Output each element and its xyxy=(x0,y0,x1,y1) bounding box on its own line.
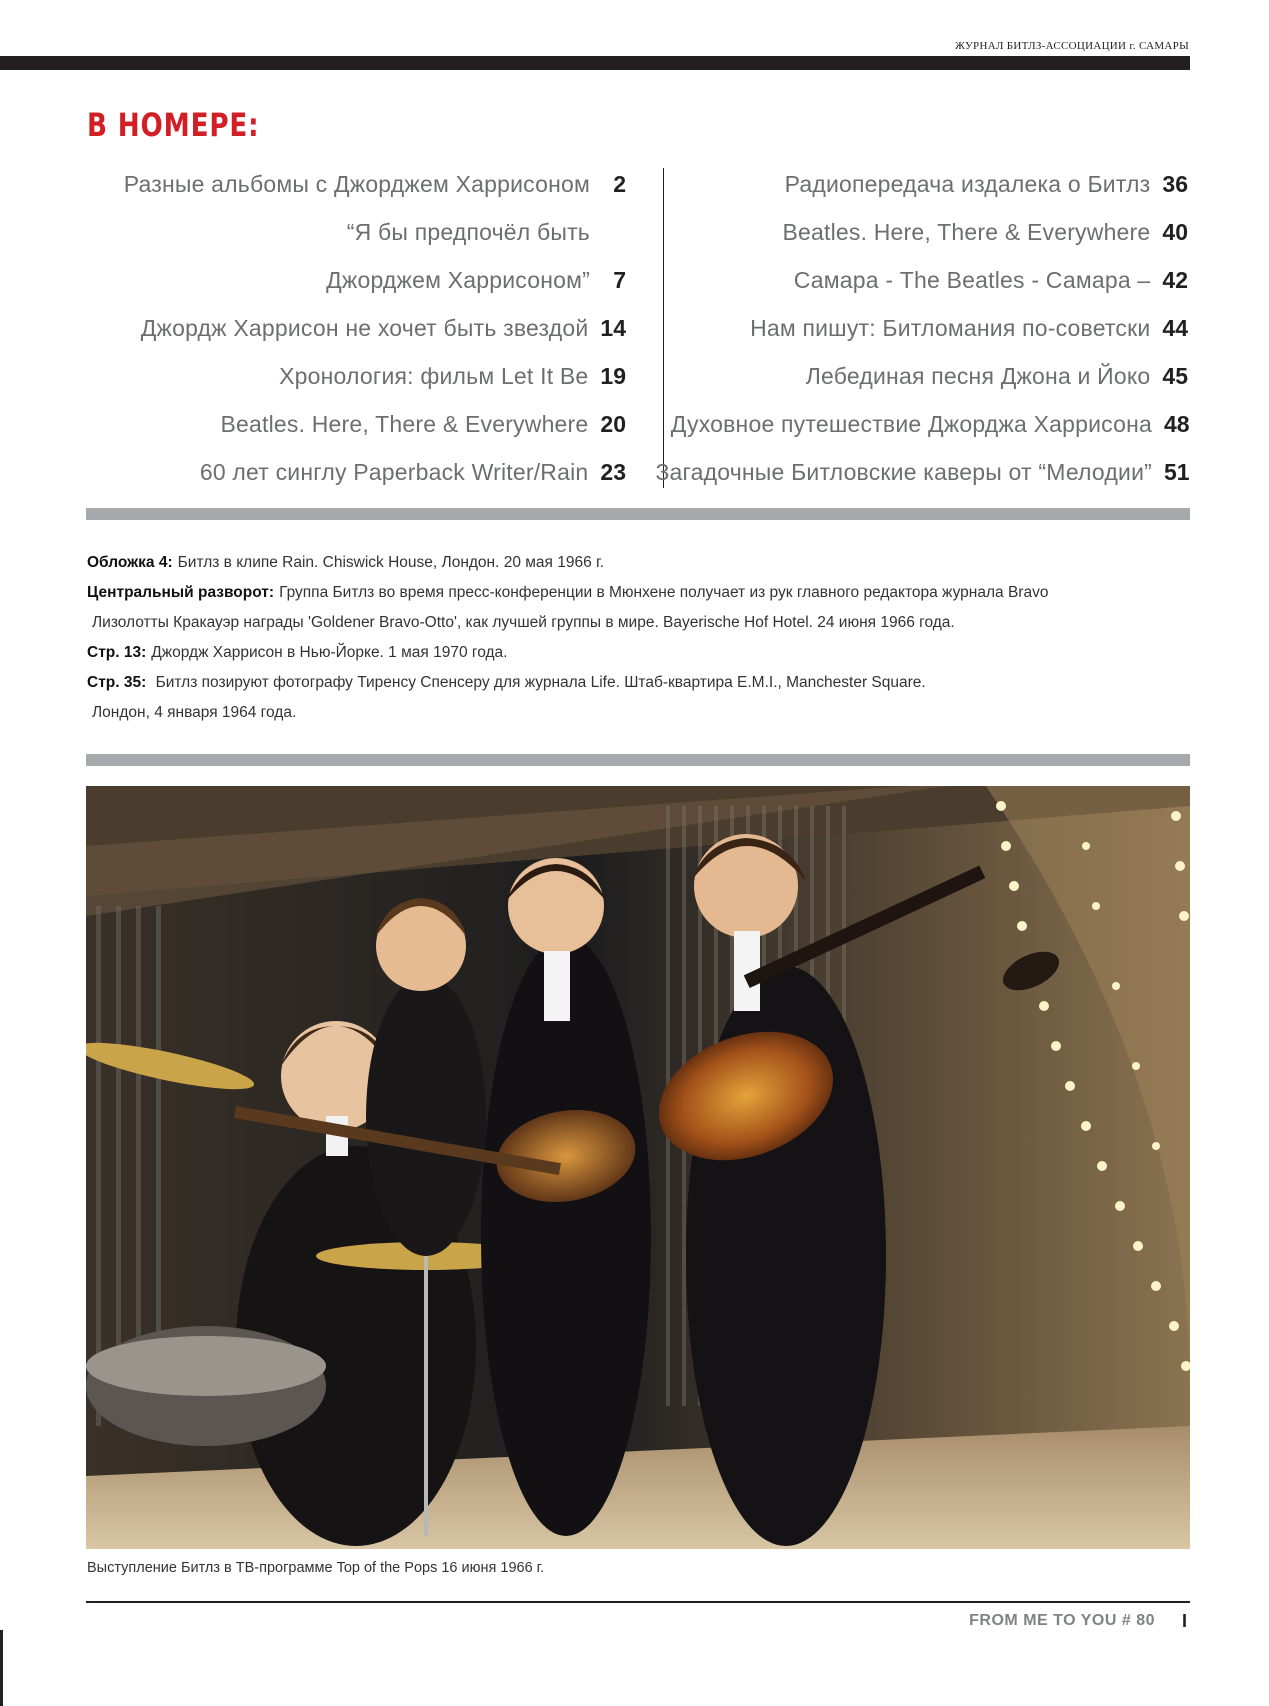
credit-label: Стр. 13: xyxy=(87,644,147,661)
toc-entry-title: Джордж Харрисон не хочет быть звездой xyxy=(140,314,589,341)
credit-label: Стр. 35: xyxy=(87,674,147,691)
credit-text: Лондон, 4 января 1964 года. xyxy=(92,704,297,721)
toc-entry[interactable] xyxy=(680,256,1188,304)
toc-entry-page: 42 xyxy=(1162,266,1188,293)
toc-entry[interactable] xyxy=(670,400,1190,448)
credit-line xyxy=(87,698,1187,728)
credit-line xyxy=(87,608,1187,638)
footer-rule xyxy=(86,1601,1190,1603)
toc-entry[interactable] xyxy=(90,208,626,256)
band-performance-photo xyxy=(86,786,1190,1549)
credit-label: Обложка 4: xyxy=(87,554,173,571)
toc-entry-page: 2 xyxy=(613,170,626,197)
page-number: I xyxy=(1181,1611,1187,1631)
toc-entry-title: Beatles. Here, There & Everywhere xyxy=(220,410,589,437)
toc-right-column xyxy=(655,160,1190,496)
credit-text: Битлз в клипе Rain. Chiswick House, Лондон. 20 мая 1966 г. xyxy=(177,554,605,571)
toc-entry-title: Нам пишут: Битломания по-советски xyxy=(750,314,1151,341)
toc-entry[interactable] xyxy=(680,304,1188,352)
toc-entry[interactable] xyxy=(655,448,1190,496)
toc-entry[interactable] xyxy=(680,352,1188,400)
toc-entry[interactable] xyxy=(90,400,626,448)
header-bar xyxy=(0,56,1190,70)
toc-entry[interactable] xyxy=(90,256,626,304)
toc-entry-page: 40 xyxy=(1162,218,1188,245)
toc-entry[interactable] xyxy=(680,208,1188,256)
credit-text: Джордж Харрисон в Нью-Йорке. 1 мая 1970 года. xyxy=(151,644,508,661)
toc-entry[interactable] xyxy=(680,160,1188,208)
toc-entry-page: 7 xyxy=(613,266,626,293)
image-credits xyxy=(87,548,1187,728)
toc-entry[interactable] xyxy=(90,304,626,352)
toc-entry-title: Хронология: фильм Let It Be xyxy=(279,362,589,389)
toc-entry-title: Самара - The Beatles - Самара – xyxy=(793,266,1151,293)
toc-left-column xyxy=(90,160,626,496)
toc-entry-page: 51 xyxy=(1164,458,1190,485)
footer-magazine-name: FROM ME TO YOU # 80 xyxy=(969,1612,1155,1629)
toc-entry-title: 60 лет синглу Paperback Writer/Rain xyxy=(199,458,589,485)
toc-entry-title: Джорджем Харрисоном” xyxy=(326,266,590,293)
toc-title: В НОМЕРЕ: xyxy=(87,106,260,144)
toc-entry-title: Радиопередача издалека о Битлз xyxy=(784,170,1151,197)
page-edge-mark xyxy=(0,1630,3,1706)
section-divider-bottom xyxy=(86,754,1190,766)
toc-entry-page: 19 xyxy=(600,362,626,389)
toc-entry[interactable] xyxy=(90,448,626,496)
credit-label: Центральный разворот: xyxy=(87,584,275,601)
toc-entry-title: Beatles. Here, There & Everywhere xyxy=(782,218,1151,245)
credit-text: Лизолотты Кракауэр награды 'Goldener Bravo-Otto', как лучшей группы в мире. Bayerische Hof Hotel. 24 июня 1966 года. xyxy=(92,614,955,631)
toc-entry-page: 23 xyxy=(600,458,626,485)
toc-entry-page: 36 xyxy=(1162,170,1188,197)
toc-entry-page: 14 xyxy=(600,314,626,341)
credit-line xyxy=(87,668,1187,698)
credit-line xyxy=(87,548,1187,578)
toc-entry[interactable] xyxy=(90,352,626,400)
credit-text: Группа Битлз во время пресс-конференции в Мюнхене получает из рук главного редактора журнала Bravo xyxy=(279,584,1049,601)
toc-entry-page: 48 xyxy=(1164,410,1190,437)
credit-text: Битлз позируют фотографу Тиренсу Спенсеру для журнала Life. Штаб-квартира E.M.I., Manchester Square. xyxy=(151,674,926,691)
toc-entry-title: Лебединая песня Джона и Йоко xyxy=(805,362,1151,389)
toc-entry-page: 45 xyxy=(1162,362,1188,389)
toc-entry-page: 44 xyxy=(1162,314,1188,341)
toc-entry-title: Духовное путешествие Джорджа Харрисона xyxy=(670,410,1152,437)
credit-line xyxy=(87,578,1187,608)
toc-entry-title: Разные альбомы с Джорджем Харрисоном xyxy=(123,170,590,197)
toc-entry-page: 20 xyxy=(600,410,626,437)
toc-entry[interactable] xyxy=(90,160,626,208)
credit-line xyxy=(87,638,1187,668)
toc-column-divider xyxy=(663,168,664,488)
section-divider-top xyxy=(86,508,1190,520)
magazine-header: ЖУРНАЛ БИТЛЗ-АССОЦИАЦИИ г. САМАРЫ xyxy=(954,40,1189,52)
photo-caption: Выступление Битлз в ТВ-программе Top of the Pops 16 июня 1966 г. xyxy=(87,1560,545,1576)
toc-entry-title: “Я бы предпочёл быть xyxy=(346,218,590,245)
toc-entry-title: Загадочные Битловские каверы от “Мелодии” xyxy=(655,458,1152,485)
